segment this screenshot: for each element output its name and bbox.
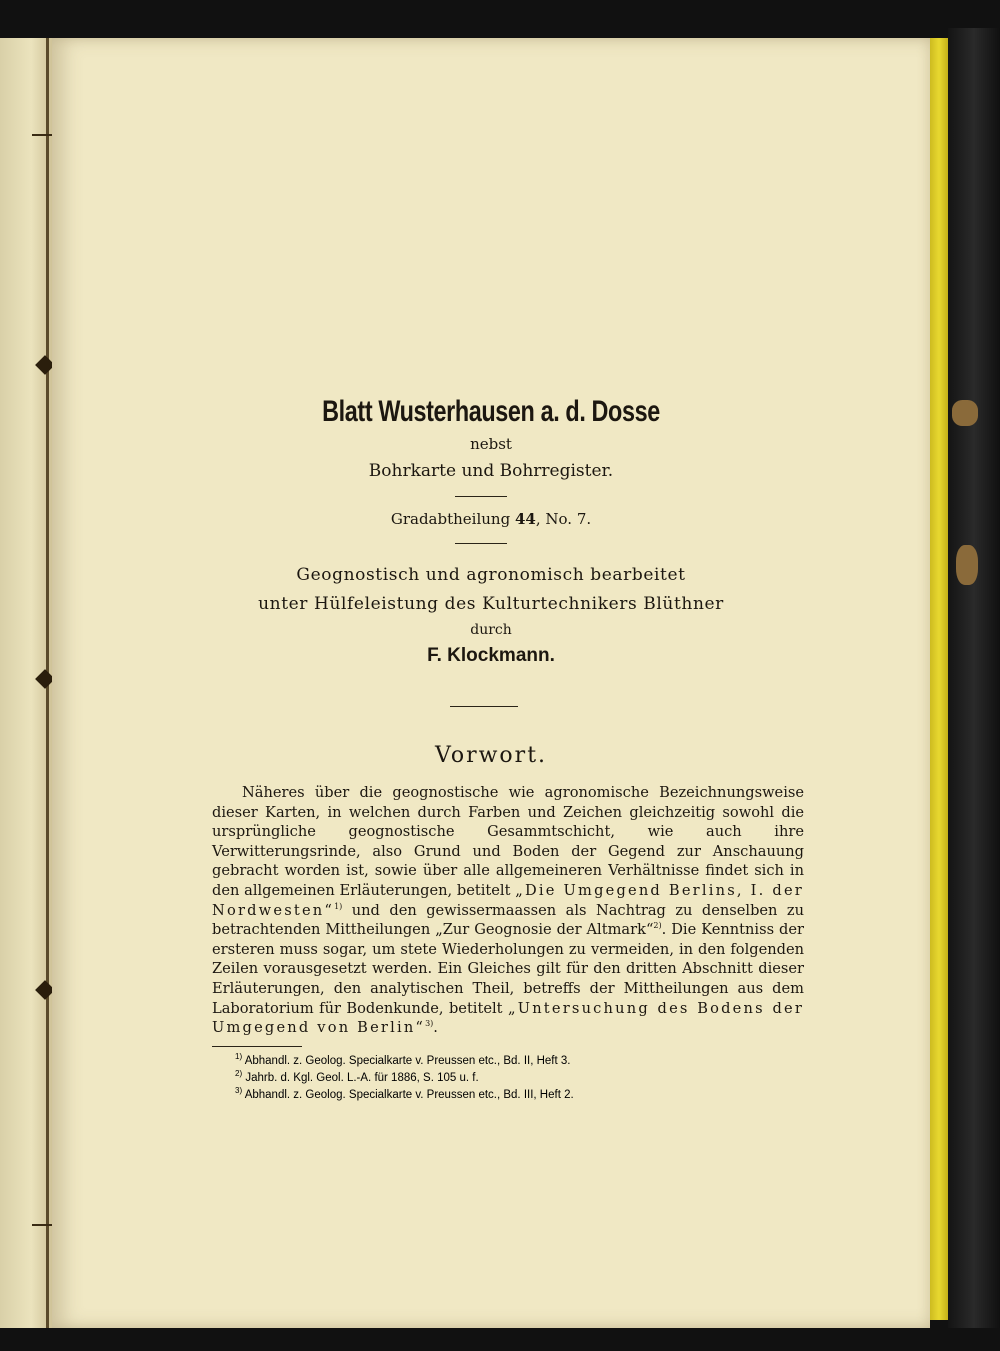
body-title-3: „Untersuchung des Bodens der Umgegend von Berlin“ <box>212 999 804 1037</box>
footnote-mark: 2) <box>235 1069 243 1079</box>
divider-rule <box>455 543 507 544</box>
body-title-2: „Zur Geognosie der Altmark“ <box>435 921 654 939</box>
footnote-mark: 1) <box>235 1052 243 1062</box>
footnote-rule <box>212 1046 302 1047</box>
footnote-text: Jahrb. d. Kgl. Geol. L.-A. für 1886, S. 105 u. f. <box>245 1072 479 1084</box>
footnote-ref-1: 1) <box>334 901 343 911</box>
section-heading: Vorwort. <box>434 743 548 768</box>
gradabtheilung-line: Gradabtheilung 44, No. 7. <box>390 510 592 528</box>
document-title: Blatt Wusterhausen a. d. Dosse <box>322 395 660 428</box>
footnote-text: Abhandl. z. Geolog. Specialkarte v. Preussen etc., Bd. III, Heft 2. <box>244 1089 574 1101</box>
footnote <box>235 1087 795 1104</box>
durch-label: durch <box>470 622 512 638</box>
author-name: F. Klockmann. <box>427 645 555 666</box>
body-title-1: „Die Umgegend Berlins, I. der Nordwesten“ <box>212 881 804 919</box>
body-part-1: Näheres über die geognostische wie agronomische Bezeichnungsweise dieser Karten, in welchen durch Farben und Zeichen gleichzeitig sowohl die ursprüngliche geognostische Gesammtschicht, wie auch ihre Verwitterungsrinde, also Grund und Boden der Gegend zur Anschauung gebracht worden ist, sowie über alle allgemeineren Verhältnisse findet sich in den allgemeinen Erläuterungen, betitelt <box>212 784 804 899</box>
preface-paragraph <box>212 783 804 1038</box>
no-value: 7. <box>576 510 592 528</box>
body-part-4: . <box>433 1019 438 1037</box>
body-part-2: und den gewissermaassen als Nachtrag zu denselben zu betrachtenden Mittheilungen <box>212 901 804 939</box>
footnotes <box>235 1053 795 1104</box>
no-label: No. <box>545 510 573 528</box>
footnote <box>235 1070 795 1087</box>
cover-wear-spot <box>952 400 978 426</box>
gilt-page-edge <box>930 38 948 1320</box>
body-part-3: . Die Kenntniss der ersteren muss sogar, um stete Wiederholungen zu vermeiden, in den folgenden Zeilen vorausgesetzt werden. Ein Gleiches gilt für den dritten Abschnitt dieser Erläuterungen, den analytischen Theil, betreffs der Mittheilungen aus dem Laboratorium für Bodenkunde, betitelt <box>212 921 804 1017</box>
gradabtheilung-label: Gradabtheilung <box>390 510 511 528</box>
footnote-ref-3: 3) <box>425 1019 434 1029</box>
credit-line-1: Geognostisch und agronomisch bearbeitet <box>296 565 686 585</box>
footnote-text: Abhandl. z. Geolog. Specialkarte v. Preussen etc., Bd. II, Heft 3. <box>244 1055 571 1067</box>
divider-rule <box>455 496 507 497</box>
cover-wear-spot <box>956 545 978 585</box>
book-cover <box>948 28 1000 1328</box>
footnote-mark: 3) <box>235 1086 243 1096</box>
gradabtheilung-number: 44 <box>514 510 536 528</box>
page-content <box>52 38 930 1328</box>
footnote-ref-2: 2) <box>653 921 662 931</box>
credit-line-2: unter Hülfeleistung des Kulturtechnikers Blüthner <box>258 594 724 614</box>
divider-rule <box>450 706 518 707</box>
document-subtitle: Bohrkarte und Bohrregister. <box>368 461 614 481</box>
footnote <box>235 1053 795 1070</box>
nebst-label: nebst <box>470 435 512 453</box>
